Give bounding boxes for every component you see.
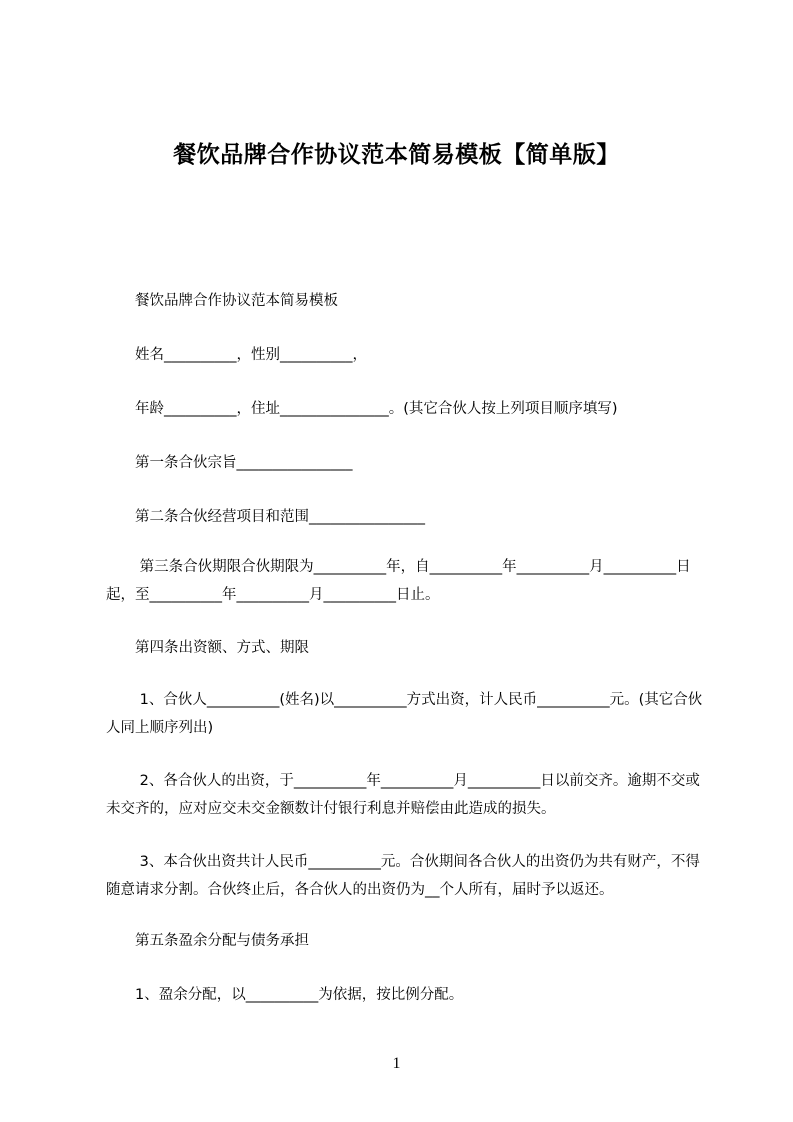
- paragraph-article-4: 第四条出资额、方式、期限: [106, 640, 309, 656]
- paragraph-article-5-item-1: 1、盈余分配，以__________为依据，按比例分配。: [106, 987, 464, 1003]
- document-title: 餐饮品牌合作协议范本简易模板【简单版】: [173, 142, 620, 168]
- paragraph-article-4-item-1: 1、合伙人__________(姓名)以__________方式出资，计人民币__________元。(其它合伙人同上顺序列出): [106, 692, 703, 736]
- page-number: 1: [392, 1055, 401, 1072]
- paragraph-article-3: 第三条合伙期限合伙期限为__________年，自__________年__________月__________日起，至__________年__________月__________日止。: [106, 559, 691, 603]
- paragraph-article-4-item-3: 3、本合伙出资共计人民币__________元。合伙期间各合伙人的出资仍为共有财产，不得随意请求分割。合伙终止后，各合伙人的出资仍为__个人所有，届时予以返还。: [106, 854, 700, 898]
- paragraph-article-2: 第二条合伙经营项目和范围________________: [106, 509, 425, 525]
- paragraph-age-address: 年龄__________，住址_______________。(其它合伙人按上列项目顺序填写): [106, 401, 618, 417]
- paragraph-article-1: 第一条合伙宗旨________________: [106, 455, 353, 471]
- paragraph-article-4-item-2: 2、各合伙人的出资，于__________年__________月__________日以前交齐。逾期不交或未交齐的，应对应交未交金额数计付银行利息并赔偿由此造成的损失。: [106, 773, 700, 817]
- paragraph-heading: 餐饮品牌合作协议范本简易模板: [106, 293, 338, 309]
- paragraph-name-gender: 姓名__________，性别__________，: [106, 347, 367, 363]
- paragraph-article-5: 第五条盈余分配与债务承担: [106, 933, 309, 949]
